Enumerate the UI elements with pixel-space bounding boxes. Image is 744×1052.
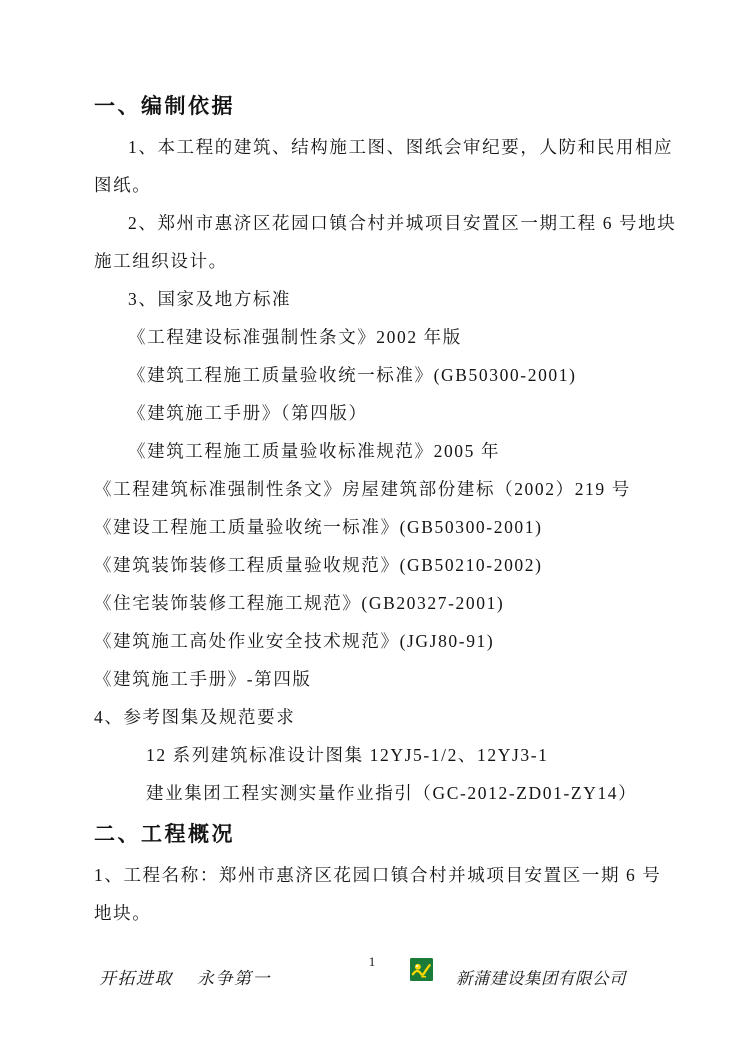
reference-line: 《建筑施工手册》-第四版 <box>94 669 312 689</box>
reference-line: 《建设工程施工质量验收统一标准》(GB50300-2001) <box>94 517 543 537</box>
section-1-heading: 一、编制依据 <box>94 94 235 118</box>
footer-slogans <box>99 964 271 989</box>
reference-line: 12 系列建筑标准设计图集 12YJ5-1/2、12YJ3-1 <box>146 745 549 765</box>
document-body <box>94 84 677 932</box>
doc-line: 1、本工程的建筑、结构施工图、图纸会审纪要，人防和民用相应 <box>128 137 674 157</box>
doc-line: 图纸。 <box>94 175 152 195</box>
footer-slogan-right: 永争第一 <box>197 969 271 988</box>
reference-line: 《建筑工程施工质量验收统一标准》(GB50300-2001) <box>128 365 577 385</box>
company-logo-icon <box>410 958 433 981</box>
doc-line: 施工组织设计。 <box>94 251 228 271</box>
doc-line: 4、参考图集及规范要求 <box>94 707 296 727</box>
doc-line: 地块。 <box>94 903 152 923</box>
reference-line: 《建筑工程施工质量验收标准规范》2005 年 <box>128 441 501 461</box>
reference-line: 《建筑装饰装修工程质量验收规范》(GB50210-2002) <box>94 555 543 575</box>
page-footer <box>0 952 744 1016</box>
section-2-heading: 二、工程概况 <box>94 822 235 846</box>
reference-line: 《工程建设标准强制性条文》2002 年版 <box>128 327 462 347</box>
reference-line: 《建筑施工高处作业安全技术规范》(JGJ80-91) <box>94 631 495 651</box>
reference-line: 《工程建筑标准强制性条文》房屋建筑部份建标（2002）219 号 <box>94 479 631 499</box>
reference-line: 建业集团工程实测实量作业指引（GC-2012-ZD01-ZY14） <box>146 783 638 803</box>
doc-line: 1、工程名称：郑州市惠济区花园口镇合村并城项目安置区一期 6 号 <box>94 865 662 885</box>
footer-company-name: 新蒲建设集团有限公司 <box>456 969 626 988</box>
page-number: 1 <box>368 954 376 969</box>
footer-slogan-left: 开拓进取 <box>99 969 173 988</box>
doc-line: 2、郑州市惠济区花园口镇合村并城项目安置区一期工程 6 号地块 <box>128 213 677 233</box>
doc-line: 3、国家及地方标准 <box>128 289 292 309</box>
reference-line: 《建筑施工手册》（第四版） <box>128 403 368 423</box>
reference-line: 《住宅装饰装修工程施工规范》(GB20327-2001) <box>94 593 505 613</box>
